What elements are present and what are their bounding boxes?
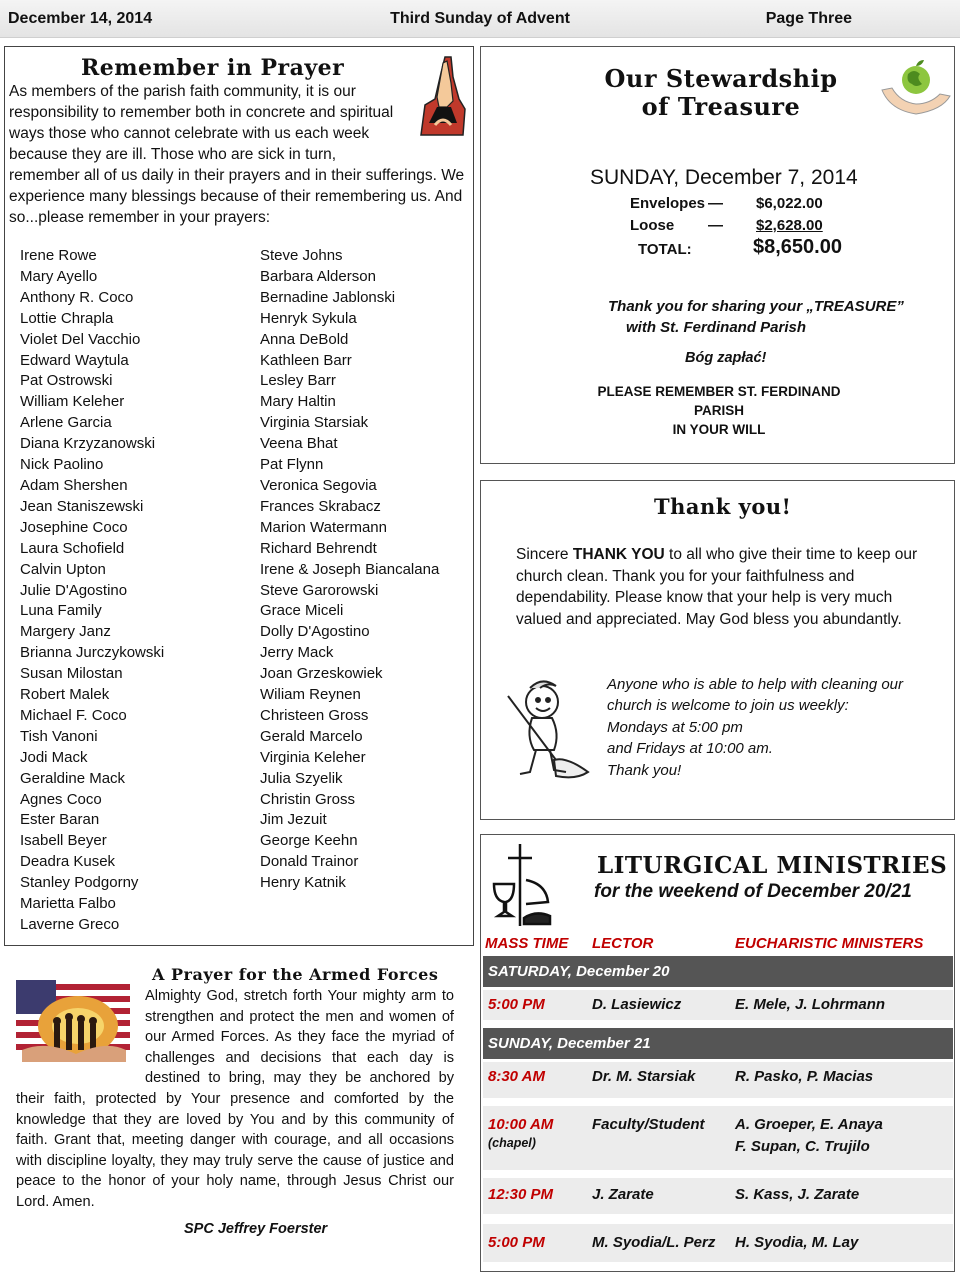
liturgical-subtitle: for the weekend of December 20/21: [594, 881, 912, 902]
thank-you-text: [516, 544, 936, 630]
table-row: [483, 1178, 953, 1214]
prayer-name: Robert Malek: [20, 686, 110, 704]
prayer-name: Luna Family: [20, 602, 102, 620]
will-line-1: PLEASE REMEMBER ST. FERDINAND PARISH: [597, 384, 841, 418]
total-amount: $8,650.00: [753, 236, 842, 258]
prayer-name: Geraldine Mack: [20, 769, 126, 787]
prayer-name: George Keehn: [260, 832, 358, 850]
prayer-name: Calvin Upton: [20, 560, 106, 578]
sweeping-cartoon-icon: [496, 676, 596, 786]
lector: D. Lasiewicz: [592, 996, 682, 1013]
armed-forces-signature: SPC Jeffrey Foerster: [184, 1221, 328, 1237]
prayer-name: Marietta Falbo: [20, 895, 116, 913]
lector: Dr. M. Starsiak: [592, 1068, 696, 1085]
clean-line: and Fridays at 10:00 am.: [607, 740, 773, 758]
header-date: December 14, 2014: [8, 9, 153, 27]
prayer-name: Dolly D'Agostino: [260, 623, 370, 641]
envelopes-amount: $6,022.00: [756, 195, 823, 212]
mass-time: 12:30 PM: [488, 1186, 554, 1203]
mass-location: (chapel): [488, 1136, 536, 1150]
prayer-name: Margery Janz: [20, 623, 111, 641]
mass-time: 5:00 PM: [488, 996, 545, 1013]
thank-you-prefix: Sincere: [516, 546, 573, 563]
liturgical-title: LITURGICAL MINISTRIES: [597, 852, 948, 879]
prayer-title: Remember in Prayer: [81, 55, 345, 81]
prayer-name: William Keleher: [20, 393, 125, 411]
prayer-name: Julie D'Agostino: [20, 581, 128, 599]
col-header-em: EUCHARISTIC MINISTERS: [735, 935, 924, 952]
prayer-name: Pat Ostrowski: [20, 372, 113, 390]
prayer-name: Henryk Sykula: [260, 309, 357, 327]
eucharistic-ministers: R. Pasko, P. Macias: [735, 1068, 874, 1085]
stewardship-thanks: [608, 296, 904, 338]
eucharistic-ministers: A. Groeper, E. Anaya: [735, 1116, 883, 1133]
prayer-name: Irene & Joseph Biancalana: [260, 560, 440, 578]
prayer-name: Grace Miceli: [260, 602, 344, 620]
loose-amount: $2,628.00: [756, 217, 823, 234]
globe-hands-icon: [880, 58, 952, 118]
eucharistic-ministers: E. Mele, J. Lohrmann: [735, 996, 886, 1013]
armed-forces-title: A Prayer for the Armed Forces: [152, 965, 439, 984]
prayer-name: Christeen Gross: [260, 706, 369, 724]
header-title: Third Sunday of Advent: [390, 9, 570, 27]
prayer-name: Isabell Beyer: [20, 832, 107, 850]
prayer-name: Arlene Garcia: [20, 414, 112, 432]
lector: M. Syodia/L. Perz: [592, 1234, 716, 1251]
prayer-name: Veronica Segovia: [260, 476, 377, 494]
table-row: [483, 1224, 953, 1262]
prayer-name: Laura Schofield: [20, 539, 125, 557]
will-line-2: IN YOUR WILL: [672, 422, 766, 437]
clean-line: Thank you!: [607, 761, 682, 779]
prayer-intro-b: remember all of us daily in their prayers and in their sufferings. We experience many blessings because of their remembering us. And so...please remember in your prayers:: [9, 167, 465, 226]
prayer-name: Violet Del Vacchio: [20, 330, 141, 348]
names-list-right: [260, 246, 439, 894]
prayer-name: Steve Johns: [260, 247, 343, 264]
prayer-name: Mary Ayello: [20, 267, 98, 285]
armed-forces-prayer: [16, 986, 454, 1213]
mass-time: 10:00 AM: [488, 1116, 554, 1133]
prayer-name: Pat Flynn: [260, 456, 324, 474]
prayer-name: Jean Staniszewski: [20, 497, 144, 515]
prayer-name: Bernadine Jablonski: [260, 288, 396, 306]
prayer-name: Deadra Kusek: [20, 853, 116, 871]
clean-line: Anyone who is able to help with cleaning our: [607, 676, 904, 693]
chalice-cross-icon: [488, 840, 552, 930]
prayer-name: Nick Paolino: [20, 456, 104, 474]
stewardship-bog-zaplac: Bóg zapłać!: [685, 350, 767, 366]
envelopes-dash: —: [708, 195, 723, 212]
thank-you-rest: to all who give their time to keep our church clean. Thank you for your faithfulness and dependability. Please know that your help is very much valued and appreciated. May God bless you abundantly.: [516, 546, 918, 628]
prayer-name: Jodi Mack: [20, 748, 88, 766]
stewardship-date: SUNDAY, December 7, 2014: [590, 166, 858, 189]
stewardship-thanks-line-2: with St. Ferdinand Parish: [626, 319, 807, 336]
prayer-name: Virginia Starsiak: [260, 414, 369, 432]
prayer-name: Stanley Podgorny: [20, 874, 139, 892]
eucharistic-ministers: S. Kass, J. Zarate: [735, 1186, 860, 1203]
prayer-name: Agnes Coco: [20, 790, 102, 808]
stewardship-total-row: [638, 236, 842, 258]
prayer-name: Michael F. Coco: [20, 706, 127, 724]
page-header: [0, 0, 960, 38]
prayer-name: Frances Skrabacz: [260, 497, 381, 515]
prayer-name: Diana Krzyzanowski: [20, 435, 156, 453]
prayer-name: Jim Jezuit: [260, 811, 327, 829]
prayer-name: Donald Trainor: [260, 853, 359, 871]
prayer-name: Wiliam Reynen: [260, 686, 361, 704]
names-list-left: [20, 246, 164, 936]
prayer-name: Adam Shershen: [20, 476, 128, 494]
col-header-mass-time: MASS TIME: [485, 935, 569, 952]
total-label: TOTAL:: [638, 241, 692, 258]
thank-you-bold: THANK YOU: [572, 546, 665, 563]
prayer-name: Gerald Marcelo: [260, 727, 363, 745]
stewardship-will-note: [574, 382, 864, 439]
prayer-name: Henry Katnik: [260, 874, 346, 892]
eucharistic-ministers-2: F. Supan, C. Trujilo: [735, 1138, 870, 1155]
prayer-name: Anna DeBold: [260, 330, 349, 348]
prayer-name: Christin Gross: [260, 790, 356, 808]
armed-forces-text: Almighty God, stretch forth Your mighty arm to strengthen and protect the men and women of our Armed Forces. As they face the myriad of challenges and decisions that each day is destined to bring, may they be anchored by their faith, protected by Your presence and comforted by the knowledge that they are loved by You and by this community of faith. Grant that, meeting danger with courage, and all occasions with discipline loyalty, they may truly serve the cause of justice and peace to the honor of your holy name, through Jesus Christ our Lord. Amen.: [16, 988, 454, 1210]
loose-label: Loose: [630, 217, 675, 234]
clean-line: Mondays at 5:00 pm: [607, 718, 743, 736]
prayer-name: Tish Vanoni: [20, 727, 98, 745]
lector: Faculty/Student: [592, 1116, 705, 1133]
stewardship-thanks-line-1: Thank you for sharing your „TREASURE”: [608, 298, 904, 315]
prayer-section: [4, 46, 474, 946]
table-row: [483, 990, 953, 1020]
prayer-name: Edward Waytula: [20, 351, 129, 369]
prayer-name: Virginia Keleher: [260, 748, 366, 766]
saturday-bar: SATURDAY, December 20: [483, 956, 953, 987]
prayer-name: Marion Watermann: [260, 518, 387, 536]
prayer-name: Richard Behrendt: [260, 539, 377, 557]
prayer-name: Joan Grzeskowiek: [260, 665, 383, 683]
prayer-name: Irene Rowe: [20, 247, 97, 264]
stewardship-title-line-2: of Treasure: [641, 92, 801, 121]
flag-image-space: [16, 986, 145, 1086]
clean-line: church is welcome to join us weekly:: [607, 697, 849, 715]
prayer-intro: [9, 81, 467, 228]
prayer-name: Josephine Coco: [20, 518, 128, 536]
prayer-name: Lesley Barr: [260, 372, 336, 390]
prayer-intro-a: As members of the parish faith community, it is our responsibility to remember both in concrete and spiritual ways those who cannot celebrate with us each week because they are ill. Those who are sick in turn,: [9, 83, 394, 163]
prayer-name: Brianna Jurczykowski: [20, 644, 165, 662]
prayer-name: Lottie Chrapla: [20, 309, 114, 327]
prayer-name: Julia Szyelik: [260, 769, 343, 787]
col-header-lector: LECTOR: [592, 935, 654, 952]
prayer-name: Barbara Alderson: [260, 267, 376, 285]
thank-you-title: Thank you!: [654, 494, 792, 519]
envelopes-label: Envelopes: [630, 195, 706, 212]
eucharistic-ministers: H. Syodia, M. Lay: [735, 1234, 859, 1251]
prayer-name: Kathleen Barr: [260, 351, 352, 369]
stewardship-envelopes-row: [630, 195, 823, 212]
prayer-name: Veena Bhat: [260, 435, 338, 453]
prayer-name: Laverne Greco: [20, 916, 120, 933]
stewardship-loose-row: [630, 217, 823, 234]
prayer-name: Jerry Mack: [260, 644, 334, 662]
mass-time: 8:30 AM: [488, 1068, 545, 1085]
prayer-name: Susan Milostan: [20, 665, 123, 683]
loose-dash: —: [708, 217, 723, 234]
prayer-name: Steve Garorowski: [260, 581, 379, 599]
cleaning-invitation: [607, 674, 947, 781]
lector: J. Zarate: [592, 1186, 654, 1203]
prayer-name: Anthony R. Coco: [20, 288, 134, 306]
prayer-name: Ester Baran: [20, 811, 100, 829]
sunday-bar: SUNDAY, December 21: [483, 1028, 953, 1059]
mass-time: 5:00 PM: [488, 1234, 545, 1251]
prayer-name: Mary Haltin: [260, 393, 336, 411]
table-row: [483, 1062, 953, 1098]
header-page: Page Three: [765, 9, 852, 27]
stewardship-title-line-1: Our Stewardship: [604, 64, 838, 93]
table-row: [483, 1106, 953, 1170]
